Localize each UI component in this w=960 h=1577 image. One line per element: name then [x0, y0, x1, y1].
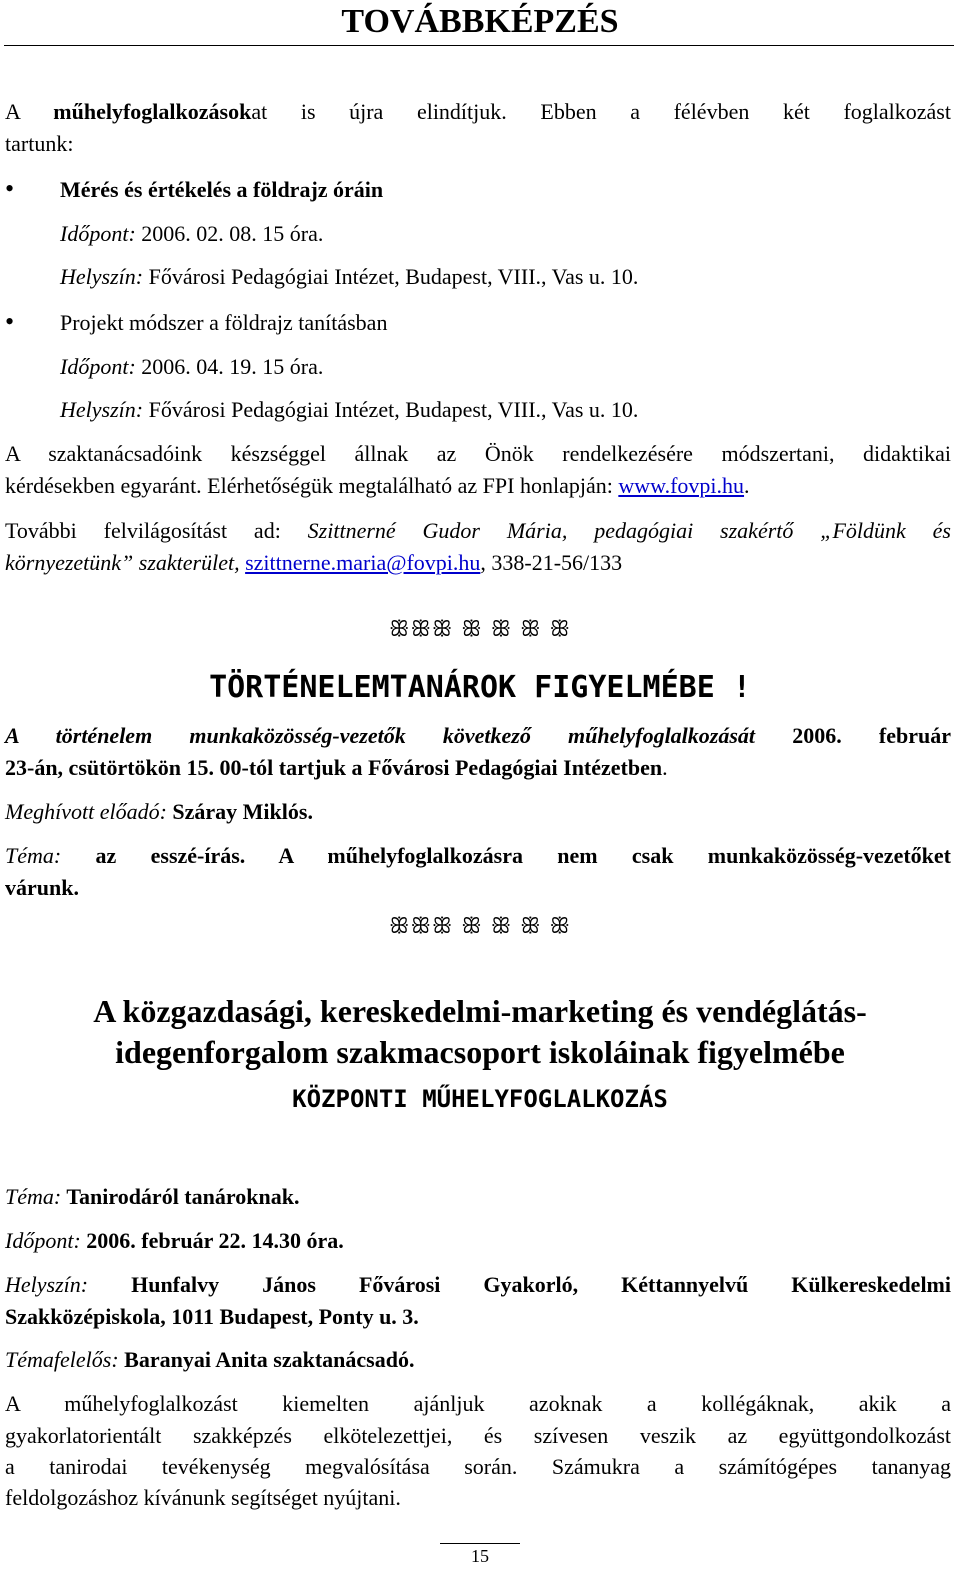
history-speaker: [5, 796, 951, 828]
history-italic-bold: A történelem munkaközösség-vezetők következő műhelyfoglalkozását: [5, 723, 756, 748]
page-number: 15: [471, 1546, 489, 1566]
advisors-line-2: [5, 470, 951, 502]
history-time-place: 23-án, csütörtökön 15. 00-tól tartjuk a Fővárosi Pedagógiai Intézetben: [5, 755, 663, 780]
econ-place-line-2: Szakközépiskola, 1011 Budapest, Ponty u. 3.: [5, 1304, 419, 1329]
contact-name: Szittnerné Gudor Mária, pedagógiai szakértő „Földünk és: [307, 518, 951, 543]
econ-para-line-4: feldolgozáshoz kívánunk segítséget nyújtani.: [5, 1485, 401, 1510]
workshop-1-time-value: 2006. 02. 08. 15 óra.: [135, 221, 324, 246]
history-line-1: [5, 720, 951, 752]
contact-pre: További felvilágosítást ad:: [5, 518, 308, 543]
econ-time-label: Időpont:: [5, 1228, 81, 1253]
workshop-2-place: [60, 394, 950, 426]
workshop-2-time: [60, 351, 950, 383]
econ-heading-line-2: idegenforgalom szakmacsoport iskoláinak figyelmébe: [115, 1034, 845, 1070]
advisors-text: kérdésekben egyaránt. Elérhetőségük megtalálható az FPI honlapján:: [5, 473, 619, 498]
section-divider: ꕥꕥꕥ ꕥ ꕥ ꕥ ꕥ: [389, 617, 571, 642]
history-heading: TÖRTÉNELEMTANÁROK FIGYELMÉBE !: [209, 670, 751, 705]
econ-para-line-3: a tanirodai tevékenység megvalósítása során. Számukra a számítógépes tananyag: [5, 1454, 951, 1479]
econ-place-label: Helyszín:: [5, 1272, 89, 1297]
contact-phone: , 338-21-56/133: [480, 550, 623, 575]
bullet-icon: •: [5, 307, 15, 336]
workshop-1-time-label: Időpont:: [60, 221, 136, 246]
history-topic-label: Téma:: [5, 843, 62, 868]
econ-topic-label: Téma:: [5, 1184, 62, 1209]
section-divider: ꕥꕥꕥ ꕥ ꕥ ꕥ ꕥ: [389, 914, 571, 939]
intro-line-1: [5, 96, 951, 128]
intro-pre: A: [5, 99, 54, 124]
econ-place-value: Hunfalvy János Fővárosi Gyakorló, Kéttannyelvű Külkereskedelmi: [88, 1272, 951, 1297]
workshop-2-place-label: Helyszín:: [60, 397, 144, 422]
contact-line-1: [5, 515, 951, 547]
econ-para-line-2: gyakorlatorientált szakképzés elkötelezettjei, és szívesen veszik az együttgondolkozást: [5, 1423, 951, 1448]
history-topic-line-2: várunk.: [5, 875, 79, 900]
intro-bold: műhelyfoglalkozások: [53, 99, 252, 124]
workshop-2-title: Projekt módszer a földrajz tanításban: [60, 310, 388, 335]
workshop-1-place: [60, 261, 950, 293]
history-speaker-value: Száray Miklós.: [166, 799, 313, 824]
contact-email-link[interactable]: szittnerne.maria@fovpi.hu: [245, 550, 481, 575]
econ-time-value: 2006. február 22. 14.30 óra.: [80, 1228, 344, 1253]
workshop-2-place-value: Fővárosi Pedagógiai Intézet, Budapest, VIII., Vas u. 10.: [143, 397, 639, 422]
econ-resp-label: Témafelelős:: [5, 1347, 119, 1372]
advisors-period: .: [744, 473, 750, 498]
econ-place-line-1: [5, 1269, 951, 1301]
econ-subheading: KÖZPONTI MŰHELYFOGLALKOZÁS: [292, 1085, 668, 1113]
econ-responsible: [5, 1344, 951, 1376]
history-speaker-label: Meghívott előadó:: [5, 799, 167, 824]
bullet-icon: •: [5, 174, 15, 203]
title-divider: [4, 45, 954, 46]
workshop-1-title: Mérés és értékelés a földrajz óráin: [60, 177, 384, 202]
workshop-1-place-value: Fővárosi Pedagógiai Intézet, Budapest, VIII., Vas u. 10.: [143, 264, 639, 289]
intro-post: at is újra elindítjuk. Ebben a félévben két foglalkozást: [251, 99, 951, 124]
contact-line-2: [5, 547, 951, 579]
fpi-website-link[interactable]: www.fovpi.hu: [618, 473, 745, 498]
econ-resp-value: Baranyai Anita szaktanácsadó.: [118, 1347, 415, 1372]
econ-para-line-1: A műhelyfoglalkozást kiemelten ajánljuk azoknak a kollégáknak, akik a: [5, 1391, 951, 1416]
econ-topic-value: Tanirodáról tanároknak.: [61, 1184, 300, 1209]
workshop-1-place-label: Helyszín:: [60, 264, 144, 289]
contact-field: környezetünk” szakterület,: [5, 550, 240, 575]
econ-time: [5, 1225, 951, 1257]
workshop-2-time-value: 2006. 04. 19. 15 óra.: [135, 354, 324, 379]
page-title: TOVÁBBKÉPZÉS: [341, 3, 619, 40]
history-topic-value: az esszé-írás. A műhelyfoglalkozásra nem csak munkaközösség-vezetőket: [61, 843, 951, 868]
history-line-2: [5, 752, 951, 784]
workshop-2-time-label: Időpont:: [60, 354, 136, 379]
econ-topic: [5, 1181, 951, 1213]
history-date: 2006. február: [755, 723, 952, 748]
econ-heading-line-1: A közgazdasági, kereskedelmi-marketing és vendéglátás-: [93, 993, 867, 1029]
footer-divider: [440, 1543, 520, 1544]
workshop-1-time: [60, 218, 950, 250]
advisors-line-1: A szaktanácsadóink készséggel állnak az Önök rendelkezésére módszertani, didaktikai: [5, 441, 951, 466]
history-topic-line-1: [5, 840, 951, 872]
intro-line-2: tartunk:: [5, 131, 74, 156]
history-period: .: [662, 755, 668, 780]
